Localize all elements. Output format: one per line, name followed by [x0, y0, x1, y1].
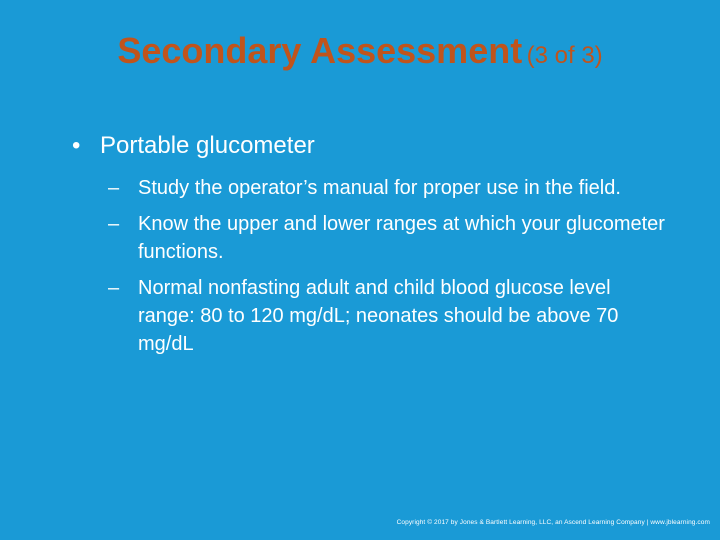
sub-bullet-text: Know the upper and lower ranges at which your glucometer functions.: [138, 213, 665, 263]
bullet-text: Portable glucometer: [100, 132, 315, 159]
dash-marker: –: [108, 177, 120, 199]
dash-marker: –: [108, 213, 120, 235]
bullet-marker: •: [72, 132, 81, 159]
sub-bullet-item: [108, 274, 668, 358]
bullet-item: [72, 131, 672, 161]
title-suffix: (3 of 3): [526, 42, 603, 69]
copyright-footer: Copyright © 2017 by Jones & Bartlett Learning, LLC, an Ascend Learning Company | www.jblearning.com: [396, 519, 710, 526]
slide-title: [0, 30, 720, 72]
sub-bullet-list: [108, 174, 668, 366]
sub-bullet-text: Study the operator’s manual for proper use in the field.: [138, 177, 621, 199]
sub-bullet-item: [108, 174, 668, 202]
sub-bullet-text: Normal nonfasting adult and child blood glucose level range: 80 to 120 mg/dL; neonates should be above 70 mg/dL: [138, 277, 619, 355]
title-main: Secondary Assessment: [117, 30, 523, 71]
sub-bullet-item: [108, 210, 668, 266]
dash-marker: –: [108, 277, 120, 299]
